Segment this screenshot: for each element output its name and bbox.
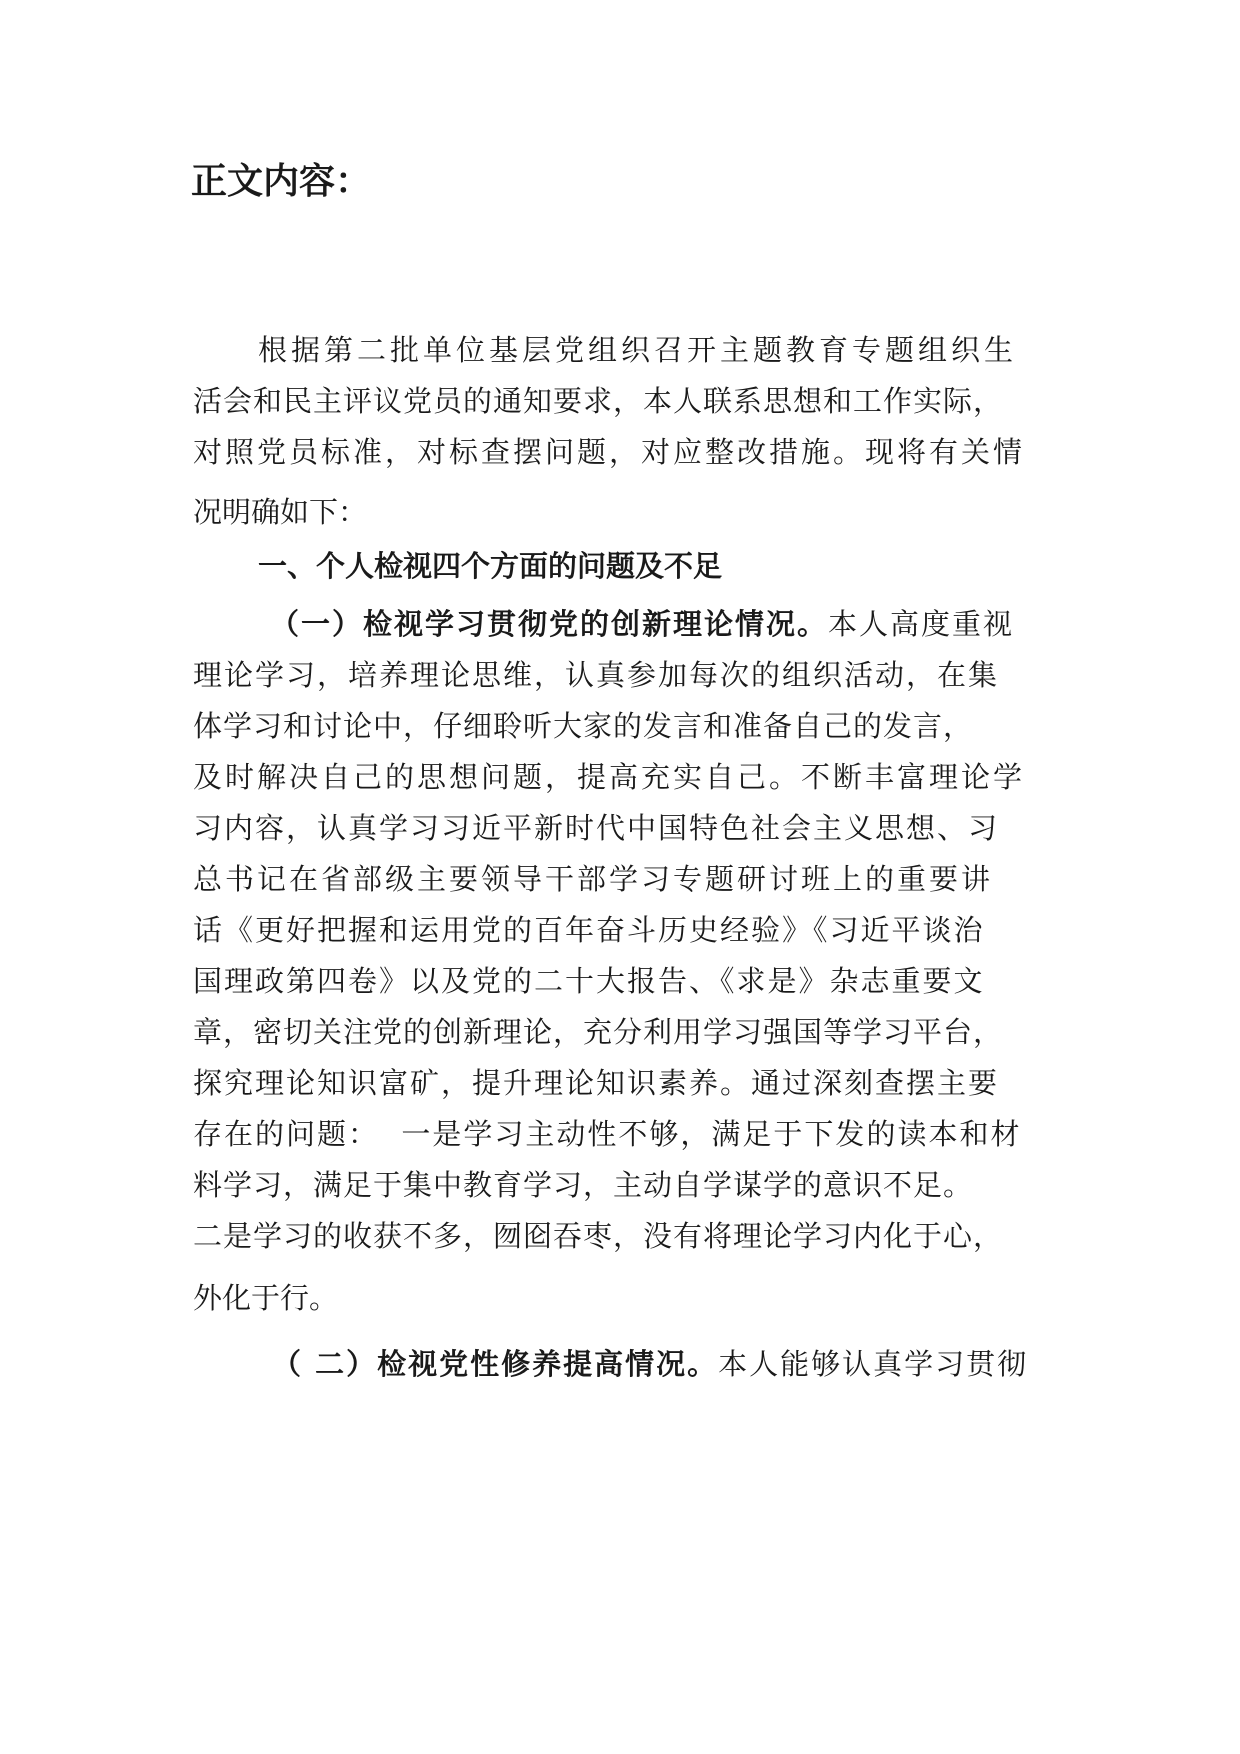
- body-line: 料学习，满足于集中教育学习，主动自学谋学的意识不足。: [193, 1168, 974, 1202]
- subsection-title: （ 二）检视党性修养提高情况。: [272, 1347, 719, 1381]
- intro-line: 对照党员标准，对标查摆问题，对应整改措施。现将有关情: [193, 435, 1026, 469]
- body-line: 话《更好把握和运用党的百年奋斗历史经验》《习近平谈治: [193, 913, 985, 947]
- body-line: 外化于行。: [193, 1281, 339, 1315]
- subsection-first-line: [272, 1344, 1028, 1384]
- subsection-text: 本人能够认真学习贯彻: [718, 1347, 1029, 1381]
- body-line: 体学习和讨论中，仔细聆听大家的发言和准备自己的发言，: [193, 709, 974, 743]
- body-line: 习内容，认真学习习近平新时代中国特色社会主义思想、习: [193, 811, 1000, 845]
- intro-line: 根据第二批单位基层党组织召开主题教育专题组织生: [258, 333, 1018, 367]
- body-line: 探究理论知识富矿，提升理论知识素养。通过深刻查摆主要: [193, 1066, 1000, 1100]
- body-line: 存在的问题： 一是学习主动性不够，满足于下发的读本和材: [193, 1117, 1022, 1151]
- subsection-title: （一）检视学习贯彻党的创新理论情况。: [270, 607, 829, 641]
- page-heading: 正文内容：: [191, 161, 372, 202]
- body-line: 理论学习，培养理论思维，认真参加每次的组织活动，在集: [193, 658, 1000, 692]
- subsection-first-line: [270, 604, 1014, 644]
- intro-line: 况明确如下：: [193, 495, 368, 529]
- subsection-text: 本人高度重视: [828, 607, 1015, 641]
- intro-line: 活会和民主评议党员的通知要求，本人联系思想和工作实际，: [193, 384, 1004, 418]
- body-line: 及时解决自己的思想问题，提高充实自己。不断丰富理论学: [193, 760, 1026, 794]
- body-line: 国理政第四卷》以及党的二十大报告、《求是》杂志重要文: [193, 964, 985, 998]
- body-line: 总书记在省部级主要领导干部学习专题研讨班上的重要讲: [193, 862, 994, 896]
- body-line: 二是学习的收获不多，囫囵吞枣，没有将理论学习内化于心，: [193, 1219, 1004, 1253]
- body-line: 章，密切关注党的创新理论，充分利用学习强国等学习平台，: [193, 1015, 1004, 1049]
- section-title: 一、个人检视四个方面的问题及不足: [258, 549, 723, 583]
